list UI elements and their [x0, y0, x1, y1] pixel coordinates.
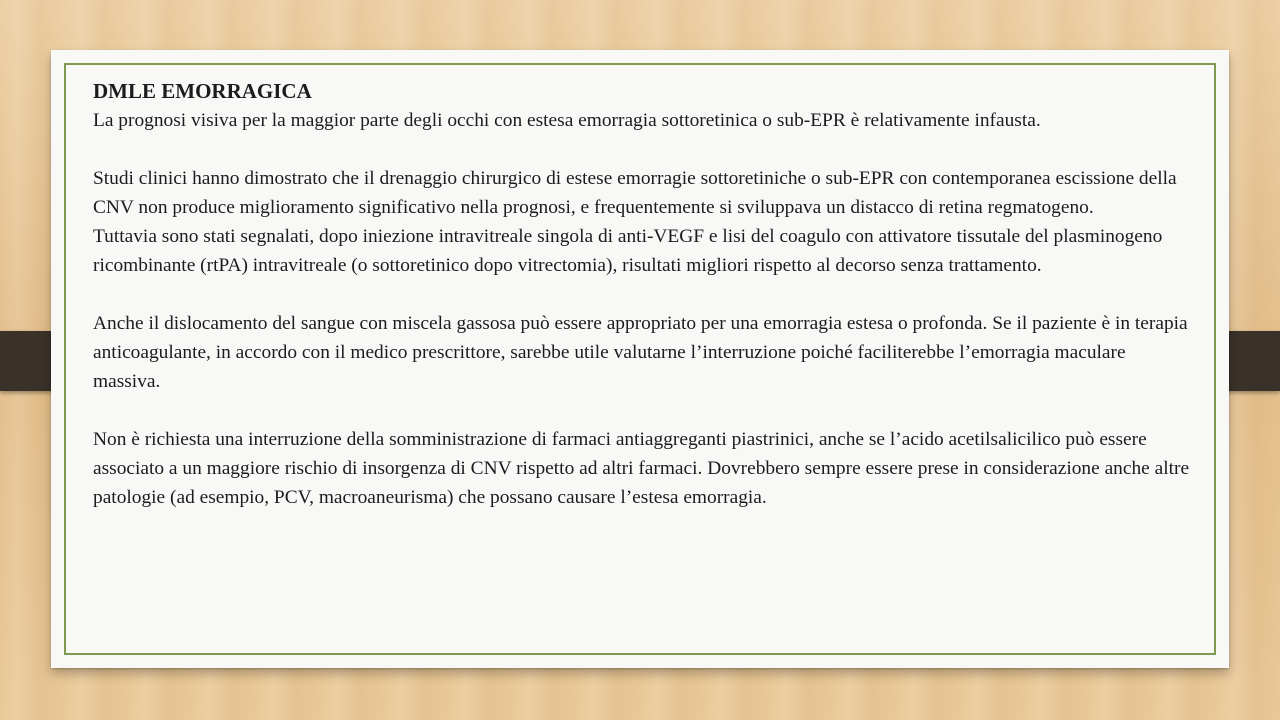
- paragraph-anti-vegf-rtpa: Tuttavia sono stati segnalati, dopo iniezione intravitreale singola di anti-VEGF e lisi del coagulo con attivatore tissutale del plasminogeno ricombinante (rtPA) intravitreale (o sottoretinico dopo vitrectomia), risultati migliori rispetto al decorso senza trattamento.: [93, 226, 1163, 276]
- paragraph-spacer: [93, 135, 1193, 164]
- slide-title: DMLE EMORRAGICA: [93, 79, 312, 103]
- slide-paper: [51, 50, 1229, 668]
- paragraph-antiplatelet: Non è richiesta una interruzione della somministrazione di farmaci antiaggreganti piastrinici, anche se l’acido acetilsalicilico può essere associato a un maggiore rischio di insorgenza di CNV rispetto ad altri farmaci. Dovrebbero sempre essere prese in considerazione anche altre patologie (ad esempio, PCV, macroaneurisma) che possano causare l’estesa emorragia.: [93, 429, 1190, 508]
- paragraph-prognosis: La prognosi visiva per la maggior parte degli occhi con estesa emorragia sottoretinica o sub-EPR è relativamente infausta.: [93, 110, 1041, 131]
- paragraph-spacer: [93, 280, 1193, 309]
- paragraph-gas-displacement: Anche il dislocamento del sangue con miscela gassosa può essere appropriato per una emorragia estesa o profonda. Se il paziente è in terapia anticoagulante, in accordo con il medico prescrittore, sarebbe utile valutarne l’interruzione poiché faciliterebbe l’emorragia maculare massiva.: [93, 313, 1188, 392]
- paragraph-spacer: [93, 396, 1193, 425]
- slide-content: [93, 77, 1193, 512]
- paragraph-surgical-drainage: Studi clinici hanno dimostrato che il drenaggio chirurgico di estese emorragie sottoretiniche o sub-EPR con contemporanea escissione della CNV non produce miglioramento significativo nella prognosi, e frequentemente si sviluppava un distacco di retina regmatogeno.: [93, 168, 1177, 218]
